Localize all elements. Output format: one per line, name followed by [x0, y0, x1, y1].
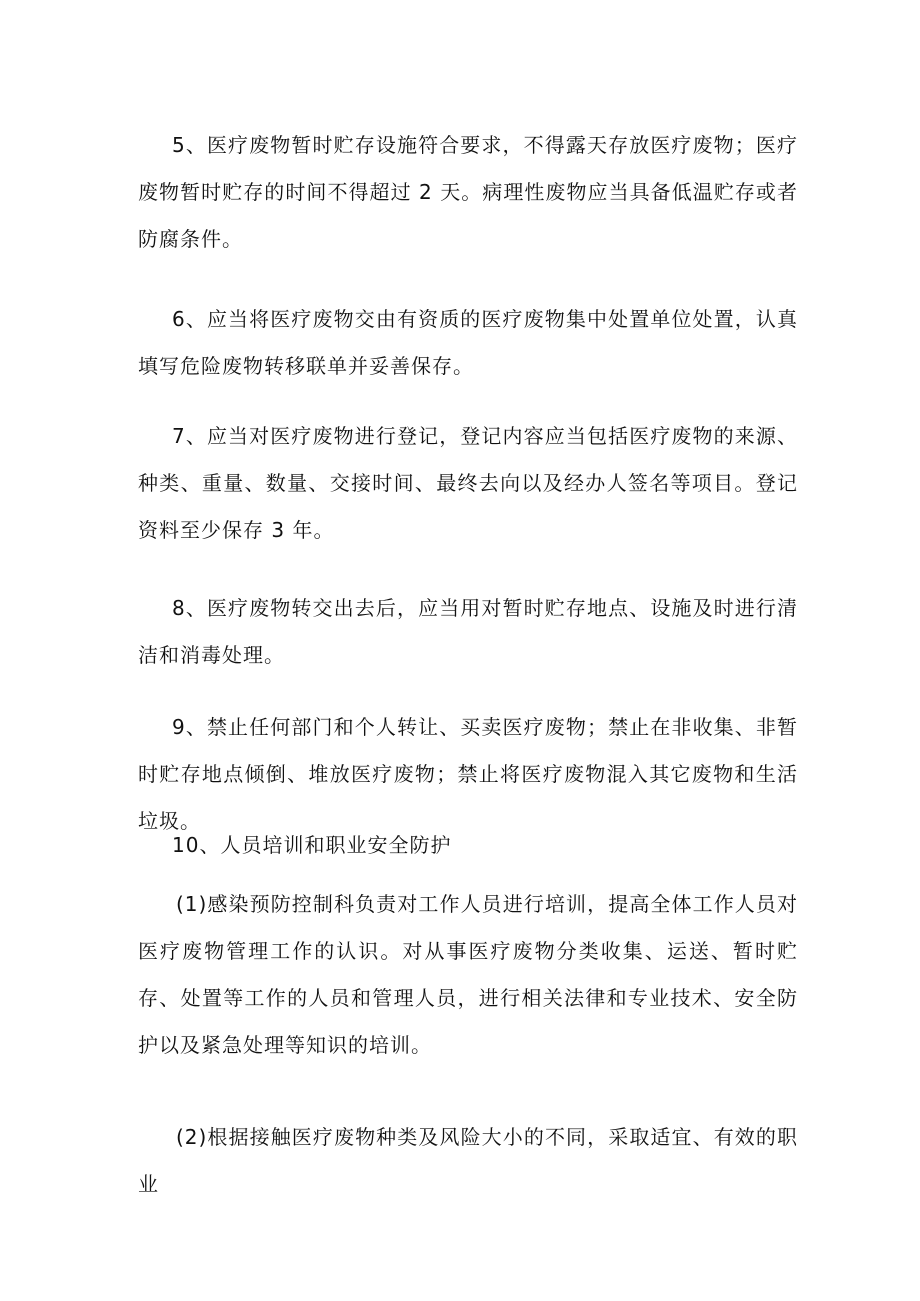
- paragraph-protection: (2)根据接触医疗废物种类及风险大小的不同，采取适宜、有效的职业: [138, 1125, 798, 1196]
- paragraph-item-8: 8、医疗废物转交出去后，应当用对暂时贮存地点、设施及时进行清洁和消毒处理。: [138, 596, 798, 667]
- section-heading-10: 10、人员培训和职业安全防护: [172, 833, 452, 857]
- paragraph-item-5: 5、医疗废物暂时贮存设施符合要求，不得露天存放医疗废物；医疗废物暂时贮存的时间不得超过 2 天。病理性废物应当具备低温贮存或者防腐条件。: [138, 133, 798, 251]
- paragraph-training: (1)感染预防控制科负责对工作人员进行培训，提高全体工作人员对医疗废物管理工作的认识。对从事医疗废物分类收集、运送、暂时贮存、处置等工作的人员和管理人员，进行相关法律和专业技术、安全防护以及紧急处理等知识的培训。: [138, 892, 798, 1057]
- paragraph-item-9: 9、禁止任何部门和个人转让、买卖医疗废物；禁止在非收集、非暂时贮存地点倾倒、堆放医疗废物；禁止将医疗废物混入其它废物和生活垃圾。: [138, 715, 798, 833]
- paragraph-item-6: 6、应当将医疗废物交由有资质的医疗废物集中处置单位处置，认真填写危险废物转移联单并妥善保存。: [138, 307, 798, 378]
- paragraph-item-7: 7、应当对医疗废物进行登记，登记内容应当包括医疗废物的来源、种类、重量、数量、交接时间、最终去向以及经办人签名等项目。登记资料至少保存 3 年。: [138, 424, 798, 542]
